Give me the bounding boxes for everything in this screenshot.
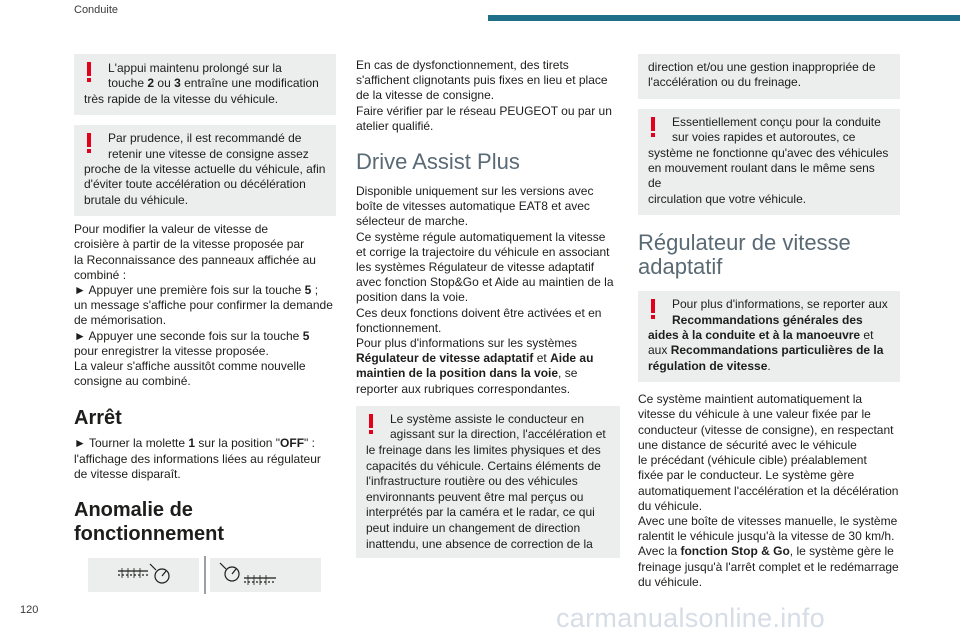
warning-text: direction et/ou une gestion inappropriée de l'accélération ou du freinage. [648, 60, 876, 90]
section-title: Conduite [74, 4, 119, 16]
warning-text: Essentiellement conçu pour la conduite sur voies rapides et autoroutes, ce système ne fonctionne qu'avec des véhicules en mouvement roulant dans le même sens de circulation que votre véhicule. [648, 114, 889, 206]
heading-drive-assist-plus: Drive Assist Plus [356, 149, 520, 175]
figure-panel [88, 558, 199, 592]
page-number: 120 [20, 604, 39, 616]
heading-arret: Arrêt [74, 407, 122, 430]
warning-exclamation-icon [650, 299, 656, 319]
body-paragraph: Ce système maintient automatiquement la vitesse du véhicule à une valeur fixée par le conducteur (vitesse de consigne), en respectant une distance de sécurité avec le véhicule le précédant (véhicule cible) préalablement fixée par le conducteur. Le système gère automatiquement l'accélération et la décélération du véhicule. Avec une boîte de vitesses manuelle, le système ralentit le véhicule jusqu'à la vitesse de 30 km/h. Avec la fonction Stop & Go, le système gère le freinage jusqu'à l'arrêt complet et le redémarrage du véhicule. [638, 392, 899, 589]
warning-text: Par prudence, il est recommandé de retenir une vitesse de consigne assez proche de la vitesse actuelle du véhicule, afin d'éviter toute accélération ou décélération brutale du véhicule. [84, 131, 326, 207]
warning-box-continued [638, 54, 900, 99]
cruise-control-fault-icon [88, 558, 199, 592]
column-3 [638, 54, 900, 590]
warning-exclamation-icon [86, 133, 92, 153]
column-2 [356, 58, 620, 568]
body-paragraph: Disponible uniquement sur les versions avec boîte de vitesses automatique EAT8 et avec sélecteur de marche. Ce système régule automatiquement la vitesse et corrige la trajectoire du véhicule en associant les systèmes Régulateur de vitesse adaptatif avec fonction Stop&Go et Aide au maintien de la position dans la voie. Ces deux fonctions doivent être activées et en fonctionnement. Pour plus d'informations sur les systèmes Régulateur de vitesse adaptatif et Aide au maintien de la position dans la voie, se reporter aux rubriques correspondantes. [356, 184, 614, 396]
watermark: carmanualsonline.info [556, 603, 825, 633]
body-paragraph: En cas de dysfonctionnement, des tirets s'affichent clignotants puis fixes en lieu et place de la vitesse de consigne. Faire vérifier par le réseau PEUGEOT ou par un atelier qualifié. [356, 58, 612, 133]
figure-panel [210, 558, 321, 592]
body-paragraph: Pour modifier la valeur de vitesse de croisière à partir de la vitesse proposée par la Reconnaissance des panneaux affichée au combiné : ► Appuyer une première fois sur la touche 5 ; un message s'affiche pour confirmer la demande de mémorisation. ► Appuyer une seconde fois sur la touche 5 pour enregistrer la vitesse proposée. La valeur s'affiche aussitôt comme nouvelle consigne au combiné. [74, 222, 333, 389]
warning-text: Le système assiste le conducteur en agissant sur la direction, l'accélération et le freinage dans les limites physiques et des capacités du véhicule. Certains éléments de l'infrastructure routière ou des véhicules environnants peuvent être mal perçus ou interprétés par la caméra et le radar, ce qui peut induire un changement de direction inattendu, une absence de correction de la [366, 411, 606, 551]
cruise-control-fault-icon [210, 558, 321, 592]
heading-anomalie: Anomalie de fonctionnement [74, 499, 224, 546]
warning-text: L'appui maintenu prolongé sur la touche 2 ou 3 entraîne une modification très rapide de la vitesse du véhicule. [84, 61, 319, 106]
warning-box [638, 109, 900, 215]
warning-exclamation-icon [86, 62, 92, 82]
body-paragraph: ► Tourner la molette 1 sur la position "OFF" : l'affichage des informations liées au régulateur de vitesse disparaît. [74, 436, 321, 481]
warning-text: Pour plus d'informations, se reporter aux Recommandations générales des aides à la conduite et à la manoeuvre et aux Recommandations particulières de la régulation de vitesse. [648, 297, 888, 373]
warning-exclamation-icon [650, 117, 656, 137]
cruise-fault-figure [88, 558, 321, 592]
warning-box [74, 54, 336, 115]
heading-regulateur-adaptatif: Régulateur de vitesse adaptatif [638, 230, 851, 280]
warning-box [74, 125, 336, 216]
warning-box [638, 291, 900, 382]
figure-divider [204, 556, 206, 594]
warning-box [356, 406, 620, 558]
header-accent-bar [488, 15, 960, 21]
column-1 [74, 54, 336, 592]
warning-exclamation-icon [368, 414, 374, 434]
